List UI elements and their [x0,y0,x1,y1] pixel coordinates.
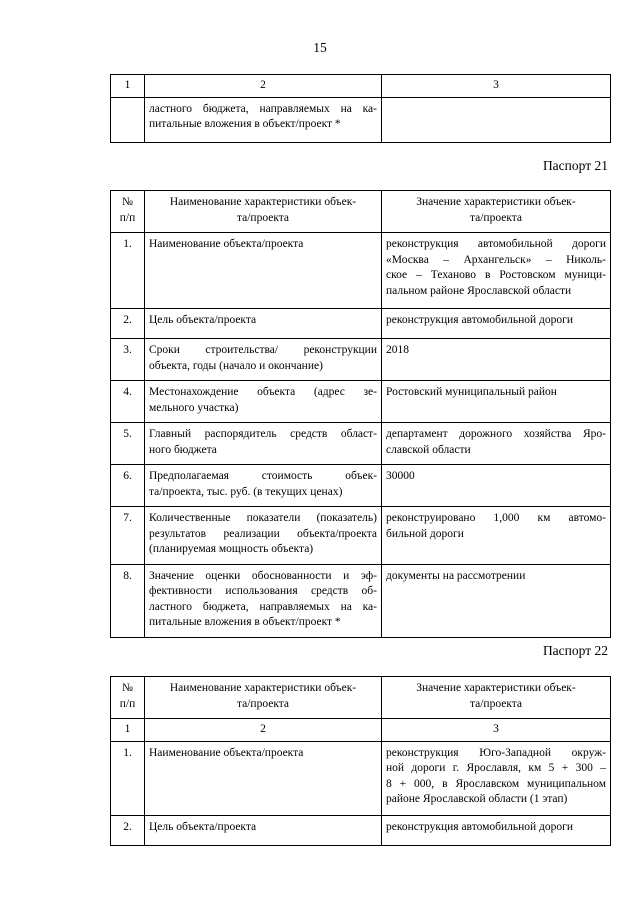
row-name-cell [145,381,382,423]
row-value-cell [382,233,611,309]
cell-line: реконструкция автомобильной дороги [386,238,606,250]
cell-line: питальные вложения в объект/проект * [149,616,341,628]
row-name-cell [145,741,382,815]
header-line: та/проекта [236,697,290,710]
header-name-cell [145,677,382,719]
table-row [111,97,611,142]
cell-line: Цель объекта/проекта [149,314,257,326]
table-index-row [111,719,611,742]
table-row [111,564,611,637]
table-row [111,741,611,815]
header-line: Наименование характеристики объек- [169,196,357,208]
cell-line: Количественные показатели (показатель) [149,512,377,524]
table-index-row [111,75,611,98]
cell-line: реконструкция автомобильной дороги [386,820,574,833]
cell-line: объекта, годы (начало и окончание) [149,359,323,372]
row-value-cell [382,465,611,507]
passport-21-table [110,190,611,638]
index-cell: 1 [111,719,145,742]
row-name-cell [145,423,382,465]
row-number-cell [111,97,145,142]
cell-line: мельного участка) [149,401,239,414]
passport-21-title: Паспорт 21 [542,158,608,173]
cell-line: районе Ярославской области (1 этап) [386,793,568,805]
cell-line: 8 + 000, в Ярославском муниципальном [386,777,606,790]
cell-line: та/проекта, тыс. руб. (в текущих ценах) [149,485,343,498]
cell-line: департамент дорожного хозяйства Яро- [386,428,606,440]
row-value-cell [382,97,611,142]
cell-line: Значение оценки обоснованности и эф- [149,569,377,582]
index-cell: 3 [382,719,611,742]
cell-line: 30000 [386,470,415,482]
table-row [111,465,611,507]
header-num-cell [111,191,145,233]
row-number-cell: 7. [111,507,145,565]
row-value-cell [382,507,611,565]
row-name-cell [145,339,382,381]
passport-22-title: Паспорт 22 [542,643,608,658]
row-number-cell: 2. [111,309,145,339]
header-line: та/проекта [469,697,523,710]
row-number-cell: 2. [111,815,145,845]
cell-line: Местонахождение объекта (адрес зе- [149,386,377,398]
cell-line: ластного бюджета, направляемых на ка- [149,600,377,613]
table-row [111,309,611,339]
row-name-cell [145,507,382,565]
header-line: Значение характеристики объек- [416,682,576,694]
cell-line: реконструкция Юго-Западной окруж- [386,746,606,759]
cell-line: (планируемая мощность объекта) [149,543,314,555]
cell-line: ной дороги г. Ярославля, км 5 + 300 – [386,762,606,774]
row-value-cell [382,564,611,637]
cell-line: Предполагаемая стоимость объек- [149,470,377,482]
row-number-cell: 3. [111,339,145,381]
cell-line: пальном районе Ярославской области [386,284,572,297]
index-cell: 2 [145,719,382,742]
header-line: п/п [119,211,136,224]
cell-line: Цель объекта/проекта [149,820,257,833]
table-row [111,815,611,845]
header-line: № [122,682,133,694]
cell-line: реконструкция автомобильной дороги [386,314,574,326]
continuation-table [110,74,611,143]
cell-line: Сроки строительства/ реконструкции [149,344,377,356]
cell-line: ское – Теханово в Ростовском муници- [386,269,606,281]
index-cell: 3 [382,75,611,98]
row-value-cell [382,741,611,815]
row-number-cell: 8. [111,564,145,637]
cell-line: Наименование объекта/проекта [149,238,304,250]
row-number-cell: 1. [111,233,145,309]
index-cell: 2 [145,75,382,98]
cell-line: фективности использования средств об- [149,585,377,597]
cell-line: питальные вложения в объект/проект * [149,118,341,130]
row-name-cell [145,815,382,845]
row-value-cell [382,815,611,845]
cell-line: реконструировано 1,000 км автомо- [386,512,606,524]
cell-line: документы на рассмотрении [386,569,526,582]
row-value-cell [382,309,611,339]
header-line: п/п [119,697,136,710]
table-header-row [111,677,611,719]
cell-line: Ростовский муниципальный район [386,386,557,398]
table-row [111,423,611,465]
table-row [111,507,611,565]
cell-line: «Москва – Архангельск» – Николь- [386,253,606,266]
cell-line: Наименование объекта/проекта [149,746,304,759]
table-header-row [111,191,611,233]
page-number: 15 [313,40,327,55]
header-line: Значение характеристики объек- [416,196,576,208]
cell-line: Главный распорядитель средств област- [149,428,377,440]
header-name-cell [145,191,382,233]
header-value-cell [382,677,611,719]
header-value-cell [382,191,611,233]
cell-line: 2018 [386,344,409,356]
row-number-cell: 1. [111,741,145,815]
row-value-cell [382,381,611,423]
cell-line: ного бюджета [149,443,217,456]
row-number-cell: 4. [111,381,145,423]
row-value-cell [382,423,611,465]
header-line: № [122,196,133,208]
header-line: та/проекта [469,211,523,224]
row-number-cell: 6. [111,465,145,507]
header-num-cell [111,677,145,719]
table-row [111,381,611,423]
passport-22-table [110,676,611,846]
header-line: та/проекта [236,211,290,224]
row-name-cell [145,309,382,339]
header-line: Наименование характеристики объек- [169,682,357,694]
cell-line: ластного бюджета, направляемых на ка- [149,102,377,115]
row-name-cell [145,233,382,309]
row-name-cell [145,97,382,142]
row-name-cell [145,465,382,507]
table-row [111,233,611,309]
cell-line: результатов реализации объекта/проекта [149,527,377,540]
table-row [111,339,611,381]
index-cell: 1 [111,75,145,98]
cell-line: бильной дороги [386,527,464,540]
row-value-cell [382,339,611,381]
cell-line: славской области [386,443,471,456]
row-name-cell [145,564,382,637]
row-number-cell: 5. [111,423,145,465]
